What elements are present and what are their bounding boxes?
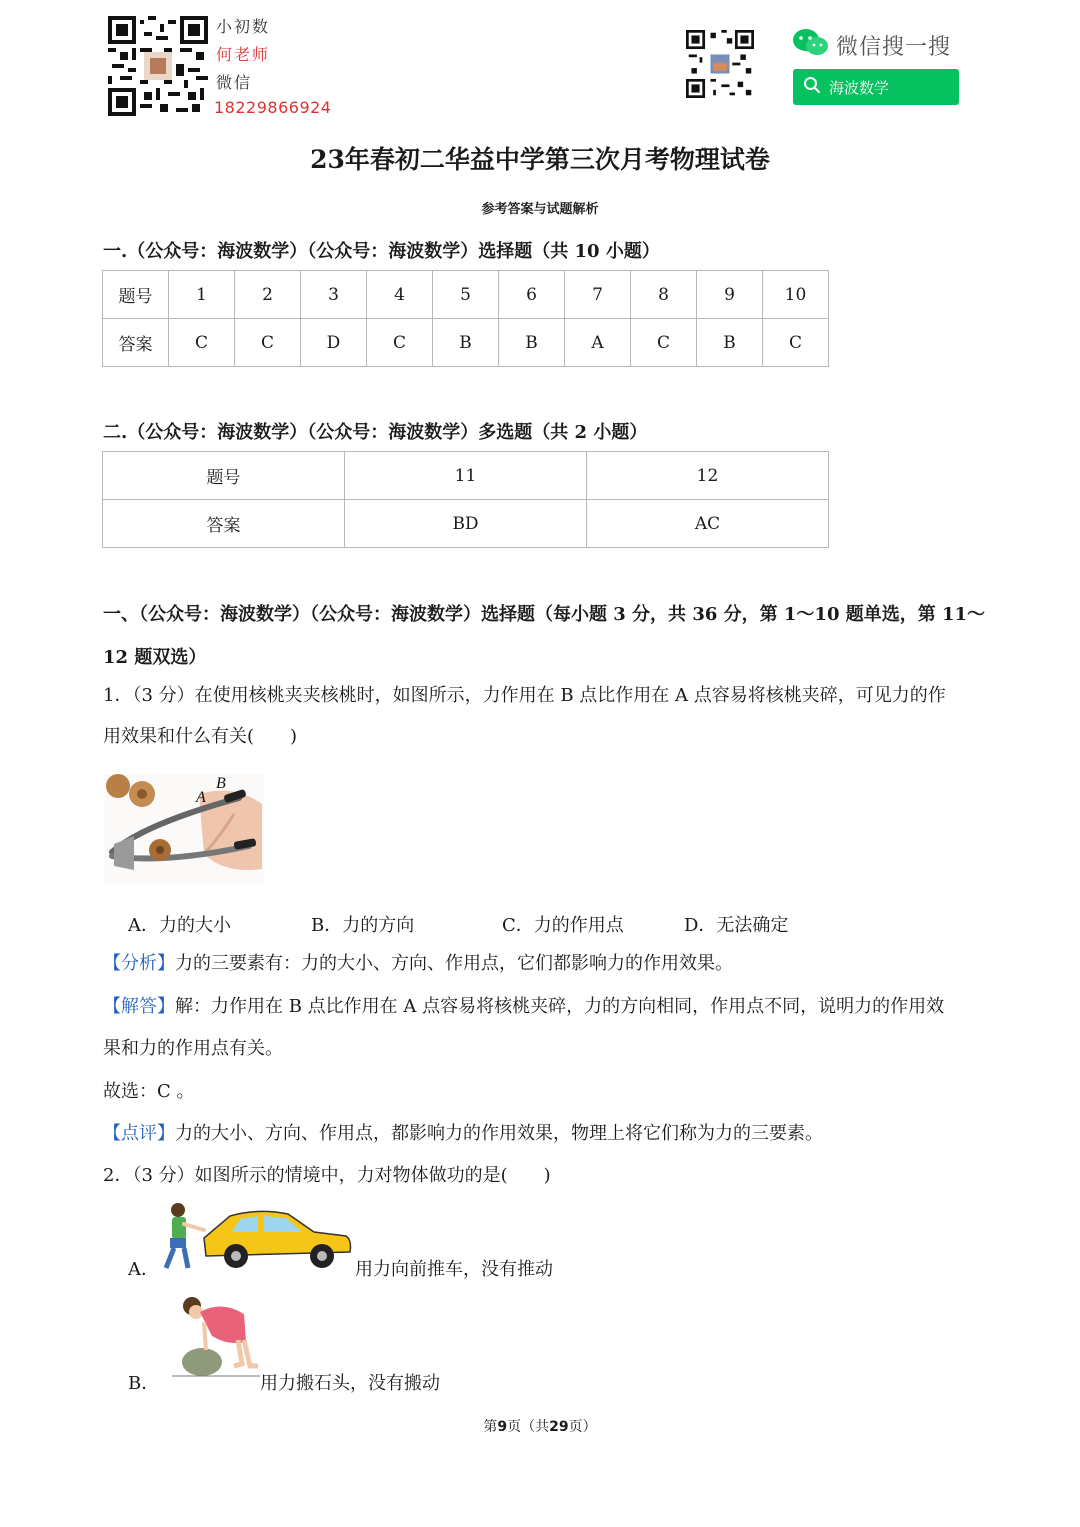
q1-option-c: C．力的作用点 xyxy=(502,915,624,936)
question-number: 11 xyxy=(345,452,587,500)
answer-cell: A xyxy=(565,319,631,367)
answer-cell: B xyxy=(697,319,763,367)
section2-heading: 二.（公众号：海波数学）（公众号：海波数学）多选题（共 2 小题） xyxy=(103,422,648,443)
section1-heading: 一.（公众号：海波数学）（公众号：海波数学）选择题（共 10 小题） xyxy=(103,241,660,262)
answer-cell: AC xyxy=(587,500,829,548)
q1-answer-line1 xyxy=(103,986,983,1028)
handwriting-line-3: 微信 xyxy=(216,73,253,92)
page-footer xyxy=(0,1416,1080,1436)
search-icon xyxy=(803,76,821,98)
document-subtitle: 参考答案与试题解析 xyxy=(481,202,599,217)
nutcracker-image xyxy=(104,774,264,884)
question-number: 4 xyxy=(367,271,433,319)
wechat-logo-icon xyxy=(792,28,830,62)
handwriting-line-2: 何老师 xyxy=(216,45,271,64)
answer-cell: B xyxy=(499,319,565,367)
wechat-search-query: 海波数学 xyxy=(829,78,890,97)
qr-code-right xyxy=(686,30,754,98)
q2-option-b-text: 用力搬石头，没有搬动 xyxy=(260,1373,440,1394)
answer-text: 解：力作用在 B 点比作用在 A 点容易将核桃夹碎，力的方向相同，作用点不同，说明力的作用效 xyxy=(175,996,945,1017)
answer-cell: B xyxy=(433,319,499,367)
label-b: B xyxy=(216,775,226,792)
q2-option-a-label: A． xyxy=(128,1259,159,1280)
row-header: 题号 xyxy=(103,271,169,319)
qr-code-left xyxy=(108,16,208,116)
answer-table-single xyxy=(102,270,829,367)
q1-comment xyxy=(103,1113,983,1155)
table-row xyxy=(103,271,829,319)
table-row xyxy=(103,319,829,367)
question-number: 2 xyxy=(235,271,301,319)
section3-heading-line2: 12 题双选） xyxy=(103,647,207,668)
row-header: 题号 xyxy=(103,452,345,500)
table-row xyxy=(103,500,829,548)
q1-stem-line2: 用效果和什么有关( ) xyxy=(103,726,298,747)
answer-tag: 【解答】 xyxy=(103,996,175,1017)
question-number: 10 xyxy=(763,271,829,319)
push-car-image xyxy=(158,1200,354,1280)
q1-option-a: A．力的大小 xyxy=(128,915,231,936)
footer-mid: 页（共 xyxy=(507,1419,550,1435)
q2-option-a-text: 用力向前推车，没有推动 xyxy=(355,1259,553,1280)
section3-heading-line1: 一、（公众号：海波数学）（公众号：海波数学）选择题（每小题 3 分，共 36 分，第 1～10 题单选，第 11～ xyxy=(103,604,986,625)
q1-stem-line1: 1．（3 分）在使用核桃夹夹核桃时，如图所示，力作用在 B 点比作用在 A 点容易将核桃夹碎，可见力的作 xyxy=(103,685,946,706)
wechat-search-title: 微信搜一搜 xyxy=(836,35,952,60)
table-row xyxy=(103,452,829,500)
analysis-text: 力的三要素有：力的大小、方向、作用点，它们都影响力的作用效果。 xyxy=(175,953,733,974)
q1-option-b: B．力的方向 xyxy=(311,915,415,936)
question-number: 9 xyxy=(697,271,763,319)
answer-cell: C xyxy=(235,319,301,367)
answer-cell: D xyxy=(301,319,367,367)
answer-cell: BD xyxy=(345,500,587,548)
question-number: 7 xyxy=(565,271,631,319)
footer-prefix: 第 xyxy=(483,1419,498,1435)
analysis-tag: 【分析】 xyxy=(103,953,175,974)
document-title: 23年春初二华益中学第三次月考物理试卷 xyxy=(310,145,770,174)
q1-option-d: D．无法确定 xyxy=(684,915,789,936)
q2-option-b-label: B． xyxy=(128,1373,160,1394)
question-number: 6 xyxy=(499,271,565,319)
answer-cell: C xyxy=(763,319,829,367)
page-total: 29 xyxy=(549,1419,569,1435)
question-number: 1 xyxy=(169,271,235,319)
lift-stone-image xyxy=(172,1292,260,1380)
q1-analysis xyxy=(103,943,983,985)
comment-text: 力的大小、方向、作用点，都影响力的作用效果，物理上将它们称为力的三要素。 xyxy=(175,1123,823,1144)
answer-table-multi xyxy=(102,451,829,548)
q1-answer-line2: 果和力的作用点有关。 xyxy=(103,1038,283,1059)
page-number: 9 xyxy=(497,1419,508,1435)
footer-suffix: 页） xyxy=(568,1419,597,1435)
question-number: 3 xyxy=(301,271,367,319)
answer-cell: C xyxy=(367,319,433,367)
comment-tag: 【点评】 xyxy=(103,1123,175,1144)
q2-stem: 2．（3 分）如图所示的情境中，力对物体做功的是( ) xyxy=(103,1165,551,1186)
question-number: 5 xyxy=(433,271,499,319)
question-number: 8 xyxy=(631,271,697,319)
row-header: 答案 xyxy=(103,500,345,548)
question-number: 12 xyxy=(587,452,829,500)
answer-cell: C xyxy=(631,319,697,367)
wechat-search-button[interactable] xyxy=(793,69,959,105)
handwriting-line-1: 小初数 xyxy=(216,17,271,36)
q1-choice: 故选：C 。 xyxy=(103,1081,195,1102)
label-a: A xyxy=(196,789,206,806)
handwriting-phone: 18229866924 xyxy=(214,98,332,117)
answer-cell: C xyxy=(169,319,235,367)
row-header: 答案 xyxy=(103,319,169,367)
